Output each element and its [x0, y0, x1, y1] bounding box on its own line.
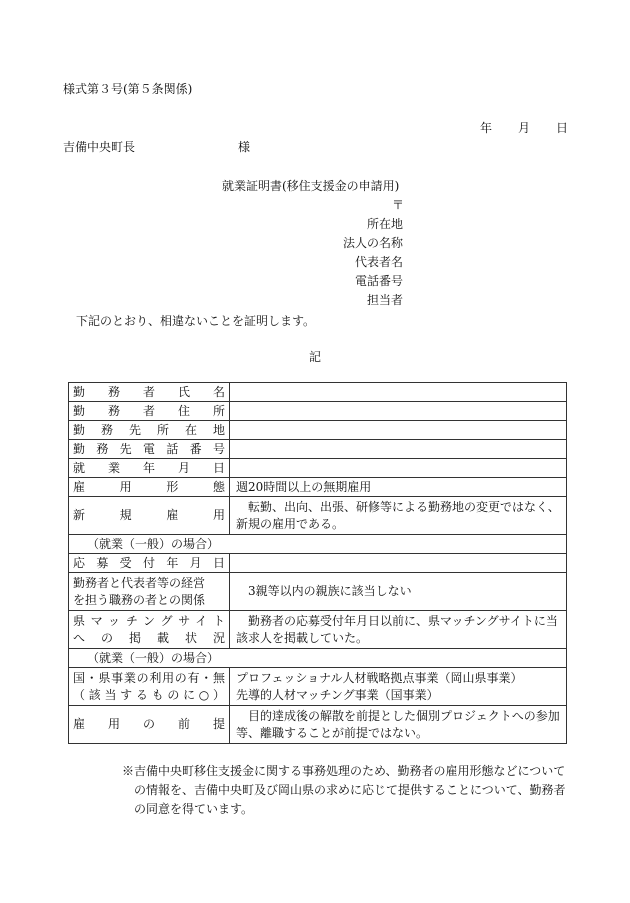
employment-type-label: 雇用形態 [69, 478, 230, 497]
start-date-value [230, 459, 567, 478]
representative-label: 代表者名 [354, 255, 403, 269]
application-date-label: 応募受付年月日 [69, 554, 230, 573]
workplace-address-value [230, 421, 567, 440]
honorific: 様 [238, 140, 251, 154]
form-number: 様式第３号(第５条関係) [63, 82, 193, 96]
start-date-label: 就業年月日 [69, 459, 230, 478]
table-row [69, 421, 567, 440]
matching-site-label [69, 611, 230, 649]
addressee: 吉備中央町長 [63, 140, 136, 154]
table-row [69, 497, 567, 535]
section-general-1: （就業（一般）の場合） [69, 535, 567, 554]
program-option-2: 先導的人材マッチング事業（国事業） [236, 687, 439, 702]
document-title: 就業証明書(移住支援金の申請用) [222, 179, 400, 193]
program-use-value [230, 668, 567, 706]
table-row [69, 611, 567, 649]
workplace-phone-value [230, 440, 567, 459]
certificate-table [68, 382, 567, 744]
company-name-label: 法人の名称 [342, 236, 403, 250]
relationship-label [69, 573, 230, 611]
date-month: 月 [518, 121, 531, 135]
employee-address-label: 勤務者住所 [69, 402, 230, 421]
postal-mark: 〒 [392, 198, 405, 212]
table-row [69, 554, 567, 573]
program-use-label-line1: 国・県事業の利用の有・無 [73, 670, 225, 685]
program-option-1: プロフェッショナル人材戦略拠点事業（岡山県事業） [236, 670, 523, 685]
contact-person-label: 担当者 [366, 293, 403, 307]
employee-name-value [230, 383, 567, 402]
ki-heading: 記 [309, 350, 322, 364]
matching-site-label-line1: 県マッチングサイト [73, 613, 225, 628]
table-row [69, 478, 567, 497]
new-employment-label: 新規雇用 [69, 497, 230, 535]
workplace-phone-label: 勤務先電話番号 [69, 440, 230, 459]
workplace-address-label: 勤務先所在地 [69, 421, 230, 440]
table-row [69, 668, 567, 706]
employee-name-label: 勤務者氏名 [69, 383, 230, 402]
relationship-value: 3親等以内の親族に該当しない [230, 573, 567, 611]
program-use-label [69, 668, 230, 706]
table-row [69, 459, 567, 478]
employment-type-value: 週20時間以上の無期雇用 [230, 478, 567, 497]
phone-label: 電話番号 [354, 274, 403, 288]
address-label: 所在地 [366, 217, 403, 231]
table-row [69, 535, 567, 554]
table-row [69, 402, 567, 421]
consent-note: ※吉備中央町移住支援金に関する事務処理のため、勤務者の雇用形態などについての情報を、吉備中央町及び岡山県の求めに応じて提供することについて、勤務者の同意を得ています。 [122, 764, 566, 816]
employment-premise-label: 雇用の前提 [69, 706, 230, 744]
employee-address-value [230, 402, 567, 421]
table-row [69, 440, 567, 459]
table-row [69, 383, 567, 402]
program-use-label-line2: （該当するものに○） [73, 687, 225, 702]
date-year: 年 [480, 121, 493, 135]
application-date-value [230, 554, 567, 573]
relationship-label-line1: 勤務者と代表者等の経営 [73, 575, 206, 590]
section-general-2: （就業（一般）の場合） [69, 649, 567, 668]
table-row [69, 649, 567, 668]
table-row [69, 706, 567, 744]
table-row [69, 573, 567, 611]
matching-site-label-line2: への掲載状況 [73, 630, 225, 645]
matching-site-value: 勤務者の応募受付年月日以前に、県マッチングサイトに当該求人を掲載していた。 [230, 611, 567, 649]
new-employment-value: 転勤、出向、出張、研修等による勤務地の変更ではなく、新規の雇用である。 [230, 497, 567, 535]
date-day: 日 [556, 121, 569, 135]
relationship-label-line2: を担う職務の者との関係 [73, 592, 206, 607]
intro-text: 下記のとおり、相違ないことを証明します。 [76, 314, 316, 328]
employment-premise-value: 目的達成後の解散を前提とした個別プロジェクトへの参加等、離職することが前提ではない。 [230, 706, 567, 744]
